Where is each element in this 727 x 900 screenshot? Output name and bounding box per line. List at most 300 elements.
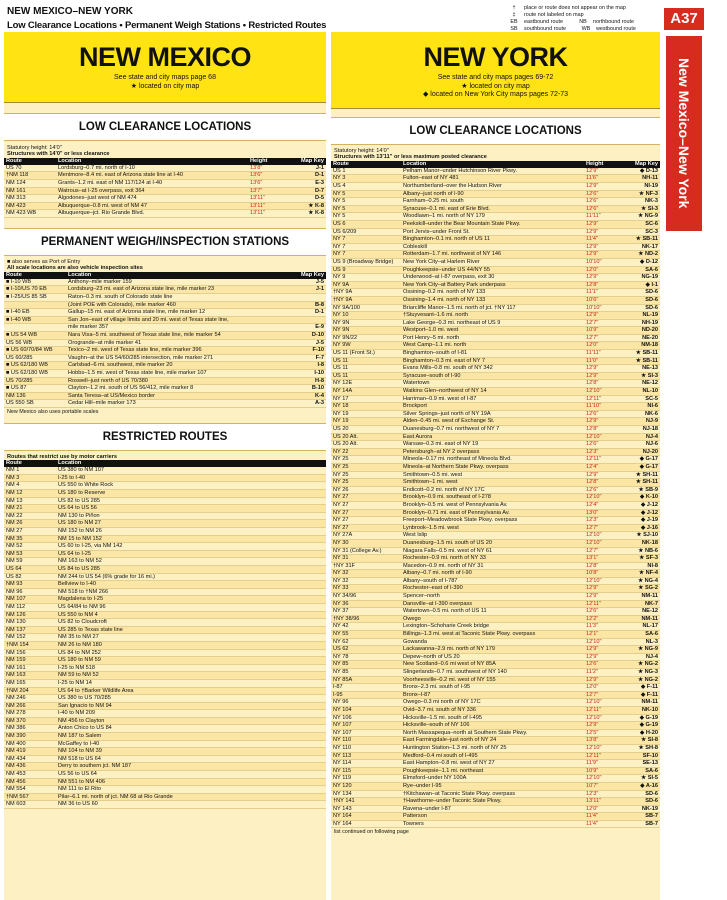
table-cell: Hicksville–1.5 mi. south of I-495 bbox=[401, 714, 584, 722]
table-cell: ■ I-40 WB bbox=[4, 316, 66, 324]
symbol-legend bbox=[508, 5, 636, 33]
table-cell: ◆ G-19 bbox=[620, 722, 660, 730]
table-cell: SC-5 bbox=[620, 395, 660, 403]
table-cell: NY 33 bbox=[331, 585, 401, 593]
table-cell: US 70 bbox=[4, 165, 56, 172]
table-cell: Billings–1.3 mi. west at Taconic State Pkwy. overpass bbox=[401, 631, 584, 639]
table-cell: Vaughn–at the US 54/60/285 intersection, mile marker 271 bbox=[66, 354, 294, 362]
table-cell: Owego bbox=[401, 615, 584, 623]
table-cell: NY 115 bbox=[331, 767, 401, 775]
table-cell: NK-7 bbox=[620, 600, 660, 608]
table-cell: US 60 to I-25, via NM 142 bbox=[56, 543, 326, 551]
table-cell: NY 18 bbox=[331, 403, 401, 411]
table-cell: NL-17 bbox=[620, 623, 660, 631]
table-cell: Mineola–at Northern State Pkwy. overpass bbox=[401, 463, 584, 471]
table-row bbox=[4, 733, 326, 741]
table-row bbox=[4, 354, 326, 362]
table-cell: Albuquerque–jct. Rio Grande Blvd. bbox=[56, 210, 248, 218]
table-cell: NY 31 bbox=[331, 555, 401, 563]
table-row bbox=[331, 539, 660, 547]
table-cell: †Stuyvesant–1.6 mi. north bbox=[401, 312, 584, 320]
table-cell: US 84 to NM 252 bbox=[56, 649, 326, 657]
table-row bbox=[331, 471, 660, 479]
table-cell: Rochester–east of I-390 bbox=[401, 585, 584, 593]
table-cell: Slingerlands–0.7 mi. southwest of NY 140 bbox=[401, 669, 584, 677]
table-row bbox=[331, 684, 660, 692]
table-cell: NM 104 to NM 39 bbox=[56, 748, 326, 756]
column-header: Map Key bbox=[620, 161, 660, 168]
table-cell: 13'6" bbox=[248, 180, 286, 188]
nm-rr-note: Routes that restrict use by motor carriers bbox=[7, 453, 118, 460]
table-cell: 12'8" bbox=[584, 281, 620, 289]
table-cell: NY 27 bbox=[331, 501, 401, 509]
table-cell: Rotterdam–1.7 mi. northwest of NY 146 bbox=[401, 251, 584, 259]
table-cell: US 380 to NM 107 bbox=[56, 467, 326, 474]
table-cell: Voorheesville–0.2 mi. west of NY 155 bbox=[401, 676, 584, 684]
table-row bbox=[331, 334, 660, 342]
table-cell: NY 17 bbox=[331, 395, 401, 403]
table-cell: 11'4" bbox=[584, 813, 620, 821]
table-row bbox=[331, 501, 660, 509]
table-cell: 12'10" bbox=[584, 775, 620, 783]
table-cell: D-1 bbox=[294, 309, 326, 317]
table-cell: NY 14A bbox=[331, 388, 401, 396]
table-row bbox=[331, 365, 660, 373]
table-cell: Duanesburg–1.5 mi. south of US 20 bbox=[401, 539, 584, 547]
table-cell: NY 19 bbox=[331, 418, 401, 426]
table-cell: New York City–at Battery Park underpass bbox=[401, 281, 584, 289]
table-cell: 12'8" bbox=[584, 426, 620, 434]
table-cell bbox=[294, 316, 326, 324]
table-cell: 12'5" bbox=[584, 729, 620, 737]
table-cell: NY 9N bbox=[331, 327, 401, 335]
table-row bbox=[331, 410, 660, 418]
nm-lc-statutory: Statutory height: 14'0" bbox=[7, 145, 62, 151]
table-cell: 13'8" bbox=[248, 165, 286, 172]
table-cell: NM 370 bbox=[4, 717, 56, 725]
table-cell: B-8 bbox=[294, 301, 326, 309]
table-row bbox=[331, 562, 660, 570]
table-cell: 10'6" bbox=[584, 296, 620, 304]
table-cell: NY 25 bbox=[331, 479, 401, 487]
table-cell: NK-3 bbox=[620, 198, 660, 206]
table-cell: NY 85A bbox=[331, 676, 401, 684]
table-cell: NM 53 bbox=[4, 550, 56, 558]
table-cell: 12'9" bbox=[584, 593, 620, 601]
table-cell: NY 31 (College Av.) bbox=[331, 547, 401, 555]
table-cell: ◆ K-10 bbox=[620, 494, 660, 502]
table-row bbox=[331, 524, 660, 532]
table-row bbox=[4, 497, 326, 505]
table-cell: NM 456 bbox=[4, 778, 56, 786]
table-cell: ★ SI-3 bbox=[620, 205, 660, 213]
table-cell: ◆ J-12 bbox=[620, 509, 660, 517]
table-cell: 12'9" bbox=[584, 653, 620, 661]
table-cell: †NM 567 bbox=[4, 793, 56, 801]
table-row bbox=[4, 801, 326, 809]
table-cell: ND-20 bbox=[620, 327, 660, 335]
table-row bbox=[331, 669, 660, 677]
table-cell: D-7 bbox=[286, 187, 326, 195]
table-cell: Endicott–0.2 mi. north of NY 17C bbox=[401, 486, 584, 494]
table-row bbox=[4, 467, 326, 474]
table-cell: NY 9A bbox=[331, 281, 401, 289]
table-row bbox=[4, 543, 326, 551]
table-cell: Spencer–north bbox=[401, 593, 584, 601]
table-row bbox=[4, 710, 326, 718]
table-cell: ★ SB-11 bbox=[620, 236, 660, 244]
table-cell: 12'3" bbox=[584, 517, 620, 525]
table-cell: US 82 to US 285 bbox=[56, 497, 326, 505]
table-cell: 12'0" bbox=[584, 266, 620, 274]
table-row bbox=[4, 566, 326, 574]
table-cell: SC-6 bbox=[620, 220, 660, 228]
table-cell: NY 32 bbox=[331, 577, 401, 585]
table-cell: NM 35 to NM 27 bbox=[56, 634, 326, 642]
table-cell: 12'9" bbox=[584, 676, 620, 684]
table-cell: Niagara Falls–0.5 mi. west of NY 61 bbox=[401, 547, 584, 555]
table-row bbox=[4, 619, 326, 627]
table-cell: 11'6" bbox=[584, 175, 620, 183]
table-row bbox=[331, 395, 660, 403]
table-cell: US 20 bbox=[331, 426, 401, 434]
table-cell: NM 246 bbox=[4, 695, 56, 703]
table-row bbox=[331, 236, 660, 244]
table-cell: SA-6 bbox=[620, 631, 660, 639]
table-cell: ★ K-8 bbox=[286, 210, 326, 218]
table-cell: Mentmore–8.4 mi. east of Arizona state line at I-40 bbox=[56, 172, 248, 180]
table-cell: 12'11" bbox=[584, 706, 620, 714]
table-cell: ★ NG-2 bbox=[620, 661, 660, 669]
table-cell: NY 10 bbox=[331, 312, 401, 320]
table-cell: ■ US 54 WB bbox=[4, 331, 66, 339]
table-cell: ★ NG-2 bbox=[620, 676, 660, 684]
table-row bbox=[331, 661, 660, 669]
table-cell: 12'10" bbox=[584, 494, 620, 502]
table-cell: NY 55 bbox=[331, 631, 401, 639]
table-cell: US 11 bbox=[331, 357, 401, 365]
table-cell: NY 9W bbox=[331, 342, 401, 350]
table-cell: Brooklyn–0.71 mi. east of Pennsylvania Av. bbox=[401, 509, 584, 517]
table-cell: NM-18 bbox=[620, 342, 660, 350]
table-cell: US 4 bbox=[331, 183, 401, 191]
table-row bbox=[331, 494, 660, 502]
table-cell: US 56 WB bbox=[4, 339, 66, 347]
table-row bbox=[331, 479, 660, 487]
table-row bbox=[4, 596, 326, 604]
table-row bbox=[4, 362, 326, 370]
table-cell: US 64 to US 56 bbox=[56, 505, 326, 513]
table-cell: ■ US 62/180 WB bbox=[4, 362, 66, 370]
table-cell: Watrous–at I-25 overpass, exit 364 bbox=[56, 187, 248, 195]
ny-state-name: NEW YORK bbox=[423, 42, 568, 72]
table-cell: 12'6" bbox=[584, 486, 620, 494]
table-cell: Nara Visa–5 mi. southwest of Texas state line, mile marker 54 bbox=[66, 331, 294, 339]
table-row bbox=[4, 309, 326, 317]
table-row bbox=[331, 699, 660, 707]
table-cell: Duanesburg–0.7 mi. northwest of NY 7 bbox=[401, 426, 584, 434]
ny-lc-statutory: Statutory height: 14'0" bbox=[334, 148, 389, 154]
table-row bbox=[4, 771, 326, 779]
table-row bbox=[331, 342, 660, 350]
table-row bbox=[331, 790, 660, 798]
table-cell: 12'9" bbox=[584, 220, 620, 228]
table-row bbox=[331, 729, 660, 737]
table-cell: NY 42 bbox=[331, 623, 401, 631]
table-cell: Patterson bbox=[401, 813, 584, 821]
table-row bbox=[331, 220, 660, 228]
table-cell: Brooklyn–0.9 mi. southeast of I-278 bbox=[401, 494, 584, 502]
column-header: Route bbox=[4, 158, 56, 165]
table-row bbox=[331, 258, 660, 266]
table-cell: NM 124 bbox=[4, 180, 56, 188]
table-cell: SA-6 bbox=[620, 767, 660, 775]
table-cell: Pelham Manor–under Hutchinson River Pkwy. bbox=[401, 168, 584, 175]
table-cell: NM 15 to NM 152 bbox=[56, 535, 326, 543]
table-row bbox=[4, 611, 326, 619]
nm-weigh-stations-heading: PERMANENT WEIGH/INSPECTION STATIONS bbox=[4, 228, 326, 256]
table-cell: 10'7" bbox=[584, 782, 620, 790]
table-cell: NM 59 bbox=[4, 558, 56, 566]
ny-low-clearance-table bbox=[331, 161, 660, 829]
table-cell: NY 27 bbox=[331, 517, 401, 525]
table-row bbox=[4, 385, 326, 393]
table-row bbox=[331, 319, 660, 327]
table-row bbox=[331, 722, 660, 730]
table-cell: NY 27 bbox=[331, 509, 401, 517]
table-cell: ★ SF-3 bbox=[620, 555, 660, 563]
legend-row bbox=[508, 12, 636, 19]
table-cell: SC-3 bbox=[620, 228, 660, 236]
table-cell: †NY 141 bbox=[331, 798, 401, 806]
table-header-row bbox=[4, 460, 326, 467]
table-cell: ■ US 60/70/84 WB bbox=[4, 347, 66, 355]
table-row bbox=[331, 547, 660, 555]
nm-ws-footnote: New Mexico also uses portable scales bbox=[7, 408, 99, 415]
table-row bbox=[4, 717, 326, 725]
legend-text: northbound route bbox=[592, 19, 635, 25]
table-cell: NY 27A bbox=[331, 532, 401, 540]
table-cell: Huntington Station–1.3 mi. north of NY 25 bbox=[401, 744, 584, 752]
table-cell: ★ NG-3 bbox=[620, 669, 660, 677]
table-cell: SB-7 bbox=[620, 813, 660, 821]
table-cell: Orogrande–at mile marker 41 bbox=[66, 339, 294, 347]
table-cell: Rye–under I-95 bbox=[401, 782, 584, 790]
table-row bbox=[331, 418, 660, 426]
table-cell: I-25 to NM 14 bbox=[56, 679, 326, 687]
table-row bbox=[331, 251, 660, 259]
table-cell: ★ NF-3 bbox=[620, 190, 660, 198]
table-row bbox=[331, 372, 660, 380]
table-row bbox=[331, 312, 660, 320]
table-cell: ◆ J-16 bbox=[620, 524, 660, 532]
table-cell: Cobleskill bbox=[401, 243, 584, 251]
table-cell: NH-19 bbox=[620, 319, 660, 327]
table-cell: 13'8" bbox=[584, 737, 620, 745]
table-cell: US 180 to NM 59 bbox=[56, 657, 326, 665]
table-cell: NM 59 to NM 52 bbox=[56, 672, 326, 680]
table-cell: 12'7" bbox=[584, 334, 620, 342]
nm-restricted-heading: RESTRICTED ROUTES bbox=[4, 423, 326, 451]
table-cell: NM 93 bbox=[4, 581, 56, 589]
table-cell: 12'11" bbox=[584, 456, 620, 464]
table-cell: ◆ D-12 bbox=[620, 258, 660, 266]
table-cell: K-4 bbox=[294, 392, 326, 400]
table-cell: Elmsford–under NY 100A bbox=[401, 775, 584, 783]
table-cell: Warsaw–0.3 mi. east of NY 19 bbox=[401, 441, 584, 449]
table-cell: †NY 9A bbox=[331, 289, 401, 297]
table-row bbox=[4, 520, 326, 528]
table-cell: 12'9" bbox=[584, 168, 620, 175]
table-cell: NY 104 bbox=[331, 706, 401, 714]
table-cell: 11'9" bbox=[584, 760, 620, 768]
table-cell: Ravena–under I-87 bbox=[401, 805, 584, 813]
table-cell: NY 110 bbox=[331, 744, 401, 752]
table-cell: I-25 to I-40 bbox=[56, 474, 326, 482]
table-row bbox=[4, 369, 326, 377]
table-cell: NY 164 bbox=[331, 820, 401, 828]
nm-weigh-stations-table bbox=[4, 272, 326, 408]
ny-star-note: ★ located on city map bbox=[461, 82, 530, 90]
table-cell: ★ NG-9 bbox=[620, 646, 660, 654]
table-cell: NY 7 bbox=[331, 243, 401, 251]
table-row bbox=[4, 324, 326, 332]
table-cell: 12'0" bbox=[584, 684, 620, 692]
table-cell: 12'7" bbox=[584, 319, 620, 327]
table-row bbox=[331, 760, 660, 768]
table-cell: NY 5 bbox=[331, 205, 401, 213]
table-cell: 12'9" bbox=[584, 243, 620, 251]
table-cell: ★ NF-4 bbox=[620, 570, 660, 578]
table-cell: SA-6 bbox=[620, 266, 660, 274]
table-cell: NM 96 bbox=[4, 588, 56, 596]
table-cell: NM 26 to NM 180 bbox=[56, 641, 326, 649]
table-cell: E-3 bbox=[286, 180, 326, 188]
table-cell: NM 266 bbox=[4, 702, 56, 710]
table-cell: ★ SJ-10 bbox=[620, 532, 660, 540]
table-cell: Silver Springs–just north of NY 19A bbox=[401, 410, 584, 418]
table-row bbox=[331, 205, 660, 213]
table-cell: NM 36 to US 60 bbox=[56, 801, 326, 809]
table-cell: US 6 bbox=[331, 220, 401, 228]
table-cell: US 9 bbox=[331, 266, 401, 274]
table-cell: D-1 bbox=[286, 172, 326, 180]
table-row bbox=[331, 357, 660, 365]
table-row bbox=[4, 279, 326, 286]
table-cell: SD-6 bbox=[620, 304, 660, 312]
nm-state-name: NEW MEXICO bbox=[78, 42, 251, 72]
new-york-panel bbox=[331, 32, 660, 900]
table-cell: NL-19 bbox=[620, 312, 660, 320]
table-cell: Brockport bbox=[401, 403, 584, 411]
table-row bbox=[4, 165, 326, 172]
table-row bbox=[4, 626, 326, 634]
table-cell: †NM 204 bbox=[4, 687, 56, 695]
legend-row bbox=[508, 5, 636, 12]
table-row bbox=[4, 535, 326, 543]
table-row bbox=[331, 296, 660, 304]
table-cell: US 56 to US 64 bbox=[56, 771, 326, 779]
table-cell: NK-10 bbox=[620, 706, 660, 714]
nm-see-maps: See state and city maps page 68 bbox=[114, 74, 216, 81]
table-cell: 12'7" bbox=[584, 547, 620, 555]
ny-diamond-note: ◆ located on New York City maps pages 72-73 bbox=[422, 91, 569, 98]
table-cell: West Islip bbox=[401, 532, 584, 540]
page-header bbox=[7, 6, 326, 31]
page-title: NEW MEXICO–NEW YORK bbox=[7, 6, 133, 17]
table-row bbox=[4, 339, 326, 347]
table-cell: US 9 (Broadway Bridge) bbox=[331, 258, 401, 266]
table-row bbox=[331, 600, 660, 608]
table-cell: 13'7" bbox=[248, 187, 286, 195]
table-cell: 12'6" bbox=[584, 608, 620, 616]
ny-low-clearance-heading: LOW CLEARANCE LOCATIONS bbox=[331, 117, 660, 145]
table-cell: 12'11" bbox=[584, 395, 620, 403]
table-cell: 12'10" bbox=[584, 577, 620, 585]
table-cell: Bronx–2.3 mi. south of I-95 bbox=[401, 684, 584, 692]
table-cell: NY 119 bbox=[331, 775, 401, 783]
table-cell: NY 5 bbox=[331, 198, 401, 206]
table-cell: ■ I-40 EB bbox=[4, 309, 66, 317]
table-cell: Mineola–0.17 mi. northeast of Mineola Blvd. bbox=[401, 456, 584, 464]
table-cell: NY 120 bbox=[331, 782, 401, 790]
table-row bbox=[331, 289, 660, 297]
table-cell: 12'4" bbox=[584, 463, 620, 471]
table-cell: H-8 bbox=[294, 377, 326, 385]
table-row bbox=[331, 714, 660, 722]
table-cell: Lordsburg–23 mi. east of Arizona state line, mile marker 23 bbox=[66, 286, 294, 294]
table-cell: Ovid–3.7 mi. south of NY 336 bbox=[401, 706, 584, 714]
table-cell: 11'1" bbox=[584, 289, 620, 297]
table-cell: 12'2" bbox=[584, 615, 620, 623]
table-row bbox=[4, 180, 326, 188]
table-cell: Derry to southern jct. NM 187 bbox=[56, 763, 326, 771]
table-cell: NM 161 bbox=[4, 664, 56, 672]
table-row bbox=[4, 210, 326, 218]
table-cell: NI-8 bbox=[620, 562, 660, 570]
table-cell: West Camp–1.1 mi. north bbox=[401, 342, 584, 350]
table-row bbox=[331, 243, 660, 251]
table-row bbox=[4, 748, 326, 756]
table-cell: ■ I-10 WB bbox=[4, 279, 66, 286]
table-cell: NE-13 bbox=[620, 365, 660, 373]
table-cell: US 60/285 bbox=[4, 354, 66, 362]
table-cell: NM 21 bbox=[4, 505, 56, 513]
table-cell: NJ-9 bbox=[620, 418, 660, 426]
table-cell: NM 130 bbox=[4, 619, 56, 627]
table-cell: US 64 to I-25 bbox=[56, 550, 326, 558]
table-row bbox=[4, 679, 326, 687]
table-cell: US 84 to US 285 bbox=[56, 566, 326, 574]
table-cell: ■ I-10/US 70 EB bbox=[4, 286, 66, 294]
table-row bbox=[331, 570, 660, 578]
legend-text: westbound route bbox=[595, 26, 636, 32]
table-cell: NM 1 bbox=[4, 467, 56, 474]
table-cell: NM 423 bbox=[4, 202, 56, 210]
nm-star-note: ★ located on city map bbox=[130, 82, 200, 90]
table-cell: Grants–1.2 mi. east of NM 117/124 at I-40 bbox=[56, 180, 248, 188]
table-row bbox=[4, 377, 326, 385]
table-cell: NY 85 bbox=[331, 661, 401, 669]
table-cell: Ossining–1.4 mi. north of NY 133 bbox=[401, 296, 584, 304]
table-cell: ★ SH-11 bbox=[620, 479, 660, 487]
table-cell: Farnham–0.25 mi. south bbox=[401, 198, 584, 206]
table-cell: Smithtown–0.5 mi. west bbox=[401, 471, 584, 479]
table-cell: ★ SH-8 bbox=[620, 744, 660, 752]
table-cell: NY 113 bbox=[331, 752, 401, 760]
table-cell: J-1 bbox=[294, 286, 326, 294]
table-cell: NM 107 bbox=[4, 596, 56, 604]
